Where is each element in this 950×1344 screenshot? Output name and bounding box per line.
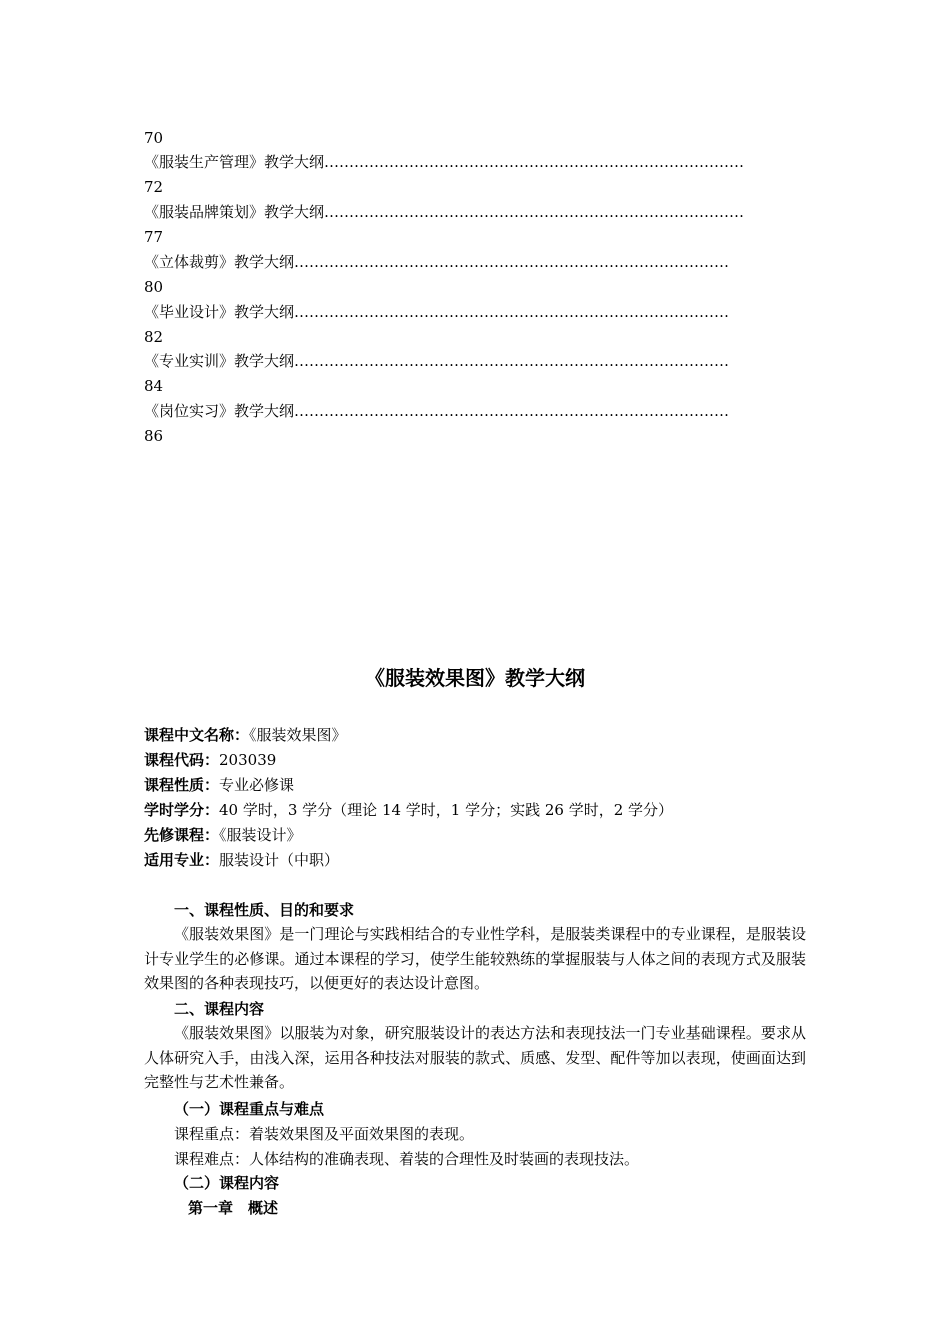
info-row — [144, 750, 276, 770]
info-value: 专业必修课 — [219, 776, 295, 794]
info-row — [144, 850, 339, 870]
toc-page-number: 72 — [144, 178, 164, 196]
info-value: 《服装效果图》 — [249, 726, 347, 744]
toc-entry-title: 《服装品牌策划》教学大纲 — [144, 203, 325, 221]
info-row — [144, 725, 347, 745]
difficulty-text: 课程难点：人体结构的准确表现、着装的合理性及时装画的表现技法。 — [174, 1150, 640, 1168]
toc-leader: …………………………………………………………………………… — [294, 253, 730, 271]
toc-page-number: 80 — [144, 278, 164, 296]
toc-leader: …………………………………………………………………………… — [294, 352, 730, 370]
info-row — [144, 775, 294, 795]
info-label: 先修课程： — [144, 826, 220, 844]
toc-page-number: 84 — [144, 377, 164, 395]
info-label: 学时学分： — [144, 801, 220, 819]
paragraph: 《服装效果图》是一门理论与实践相结合的专业性学科，是服装类课程中的专业课程，是服装设计专业学生的必修课。通过本课程的学习，使学生能较熟练的掌握服装与人体之间的表现方式及服装效果图的各种表现技巧，以便更好的表达设计意图。 — [144, 925, 806, 993]
toc-leader: …………………………………………………………………………… — [294, 303, 730, 321]
info-row — [144, 800, 673, 820]
toc-page-number: 70 — [144, 129, 164, 147]
info-value: 《服装设计》 — [219, 826, 302, 844]
toc-page-number: 82 — [144, 328, 164, 346]
info-row — [144, 825, 302, 845]
document-title: 《服装效果图》教学大纲 — [365, 666, 585, 690]
toc-entry-title: 《岗位实习》教学大纲 — [144, 402, 295, 420]
info-label: 课程代码： — [144, 751, 220, 769]
toc-entry[interactable] — [144, 302, 806, 322]
toc-entry-title: 《毕业设计》教学大纲 — [144, 303, 295, 321]
chapter-heading: 第一章 概述 — [188, 1199, 279, 1217]
toc-entry-title: 《专业实训》教学大纲 — [144, 352, 295, 370]
toc-page-number: 77 — [144, 228, 164, 246]
paragraph: 《服装效果图》以服装为对象，研究服装设计的表达方法和表现技法一门专业基础课程。要求从人体研究入手，由浅入深，运用各种技法对服装的款式、质感、发型、配件等加以表现，使画面达到完整性与艺术性兼备。 — [144, 1024, 806, 1092]
toc-entry[interactable] — [144, 202, 806, 222]
toc-leader: ………………………………………………………………………… — [324, 203, 745, 221]
toc-leader: …………………………………………………………………………… — [294, 402, 730, 420]
key-point-text: 课程重点：着装效果图及平面效果图的表现。 — [174, 1125, 475, 1143]
subsection-heading: （二）课程内容 — [174, 1174, 280, 1192]
info-value: 40 学时，3 学分（理论 14 学时，1 学分；实践 26 学时，2 学分） — [219, 801, 674, 819]
toc-entry-title: 《服装生产管理》教学大纲 — [144, 153, 325, 171]
toc-page-number: 86 — [144, 427, 164, 445]
subsection-heading: （一）课程重点与难点 — [174, 1100, 325, 1118]
section-heading: 一、课程性质、目的和要求 — [174, 901, 355, 919]
info-value: 203039 — [219, 751, 277, 769]
toc-leader: ………………………………………………………………………… — [324, 153, 745, 171]
info-label: 课程性质： — [144, 776, 220, 794]
toc-entry-title: 《立体裁剪》教学大纲 — [144, 253, 295, 271]
info-value: 服装设计（中职） — [219, 851, 340, 869]
section-heading: 二、课程内容 — [174, 1000, 265, 1018]
toc-entry[interactable] — [144, 401, 806, 421]
toc-entry[interactable] — [144, 252, 806, 272]
info-label: 课程中文名称： — [144, 726, 250, 744]
toc-entry[interactable] — [144, 152, 806, 172]
toc-entry[interactable] — [144, 351, 806, 371]
info-label: 适用专业： — [144, 851, 220, 869]
